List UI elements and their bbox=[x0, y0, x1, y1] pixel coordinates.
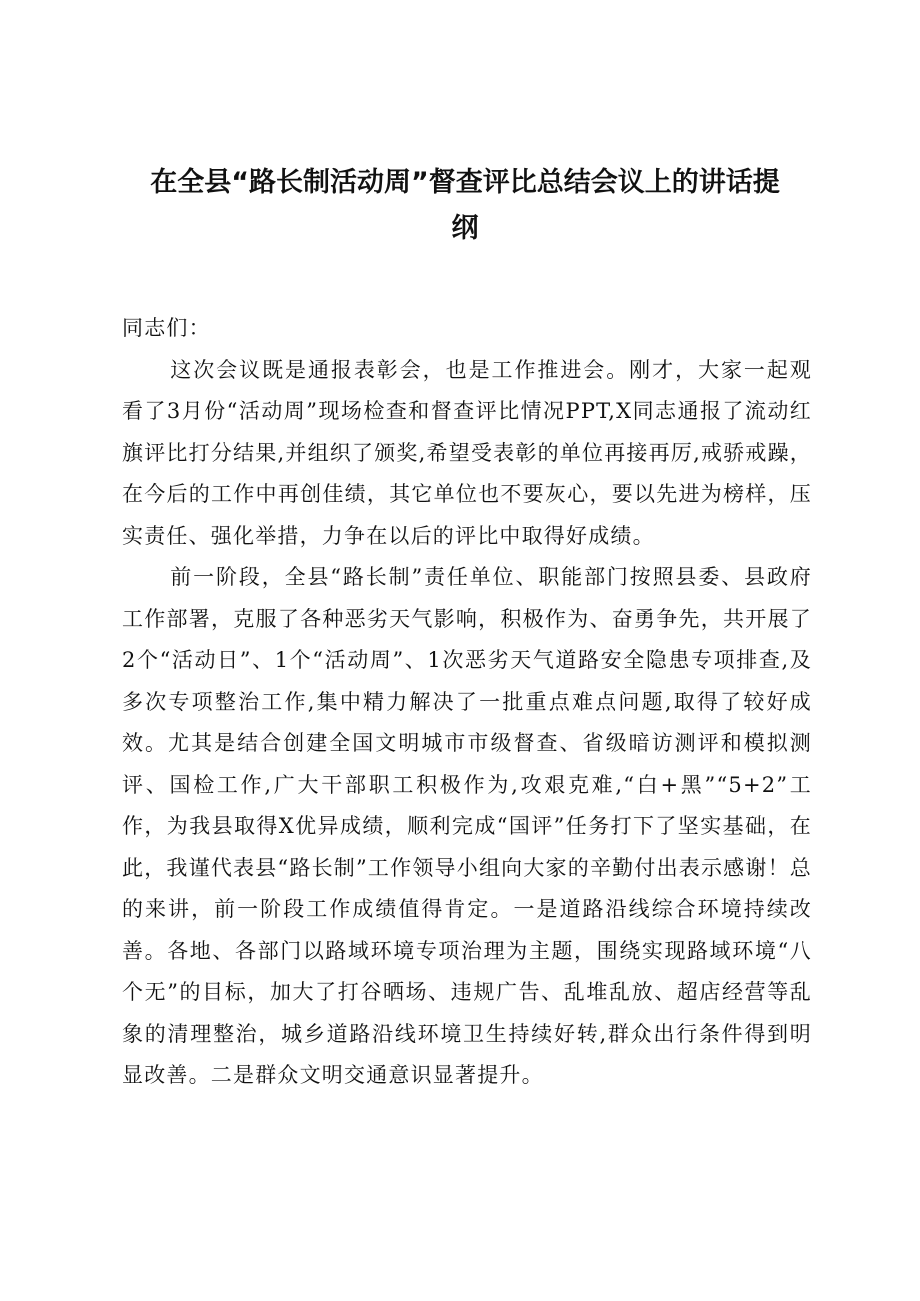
title-line-2: 纲 bbox=[451, 213, 479, 244]
document-title bbox=[120, 160, 810, 252]
paragraph-2: 前一阶段，全县“路长制”责任单位、职能部门按照县委、县政府工作部署，克服了各种恶劣天气影响，积极作为、奋勇争先，共开展了2个“活动日”、1个“活动周”、1次恶劣天气道路安全隐患专项排查,及多次专项整治工作,集中精力解决了一批重点难点问题,取得了较好成效。尤其是结合创建全国文明城市市级督查、省级暗访测评和模拟测评、国检工作,广大干部职工积极作为,攻艰克难,“白+黑”“5+2”工作，为我县取得X优异成绩，顺利完成“国评”任务打下了坚实基础，在此，我谨代表县“路长制”工作领导小组向大家的辛勤付出表示感谢！总的来讲，前一阶段工作成绩值得肯定。一是道路沿线综合环境持续改善。各地、各部门以路域环境专项治理为主题，围绕实现路域环境“八个无”的目标，加大了打谷晒场、违规广告、乱堆乱放、超店经营等乱象的清理整治，城乡道路沿线环境卫生持续好转,群众出行条件得到明显改善。二是群众文明交通意识显著提升。 bbox=[122, 565, 812, 1087]
salutation: 同志们： bbox=[122, 316, 211, 340]
document-body bbox=[122, 308, 812, 1097]
title-line-1: 在全县“路长制活动周”督查评比总结会议上的讲话提 bbox=[150, 167, 780, 198]
paragraph-1: 这次会议既是通报表彰会，也是工作推进会。刚才，大家一起观看了3月份“活动周”现场检查和督查评比情况PPT,X同志通报了流动红旗评比打分结果,并组织了颁奖,希望受表彰的单位再接再厉,戒骄戒躁，在今后的工作中再创佳绩，其它单位也不要灰心，要以先进为榜样，压实责任、强化举措，力争在以后的评比中取得好成绩。 bbox=[122, 357, 812, 548]
